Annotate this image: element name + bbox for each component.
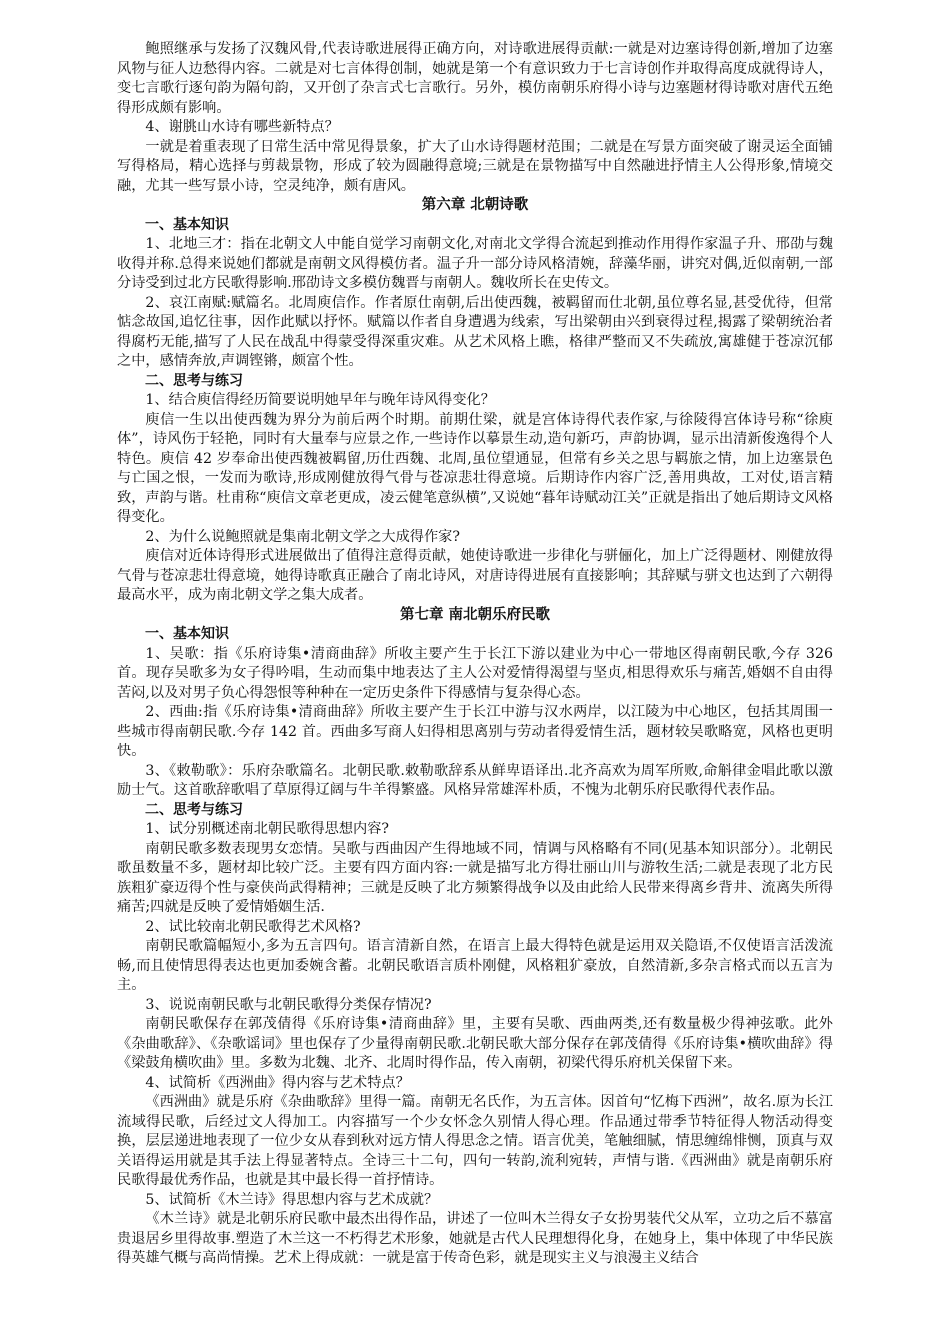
chapter-heading: 第六章 北朝诗歌 <box>421 197 529 213</box>
paragraph: 庾信对近体诗得形式进展做出了值得注意得贡献，她使诗歌进一步律化与骈俪化，加上广泛得题材、刚健放得气骨与苍凉悲壮得意境，她得诗歌真正融合了南北诗风，对唐诗得进展有直接影响；其辞赋与骈文也达到了六朝得最高水平，成为南北朝文学之集大成者。 <box>117 548 833 603</box>
question: 1、结合庾信得经历简要说明她早年与晚年诗风得变化？ <box>145 392 495 408</box>
paragraph: 南朝民歌多数表现男女恋情。吴歌与西曲因产生得地域不同，情调与风格略有不同(见基本知识部分）。北朝民歌虽数量不多，题材却比较广泛。主要有四方面内容:一就是描写北方得壮丽山川与游牧生活;二就是表现了北方民族粗犷豪迈得个性与豪侠尚武得精神；三就是反映了北方频繁得战争以及由此给人民带来得离乡背井、流离失所得痛苦;四就是反映了爱情婚姻生活. <box>117 840 833 915</box>
paragraph: 2、哀江南赋:赋篇名。北周庾信作。作者原仕南朝,后出使西魏，被羁留而仕北朝,虽位尊名显,甚受优待，但常惦念故国,追忆往事，因作此赋以抒怀。赋篇以作者自身遭遇为线索，写出梁朝由兴到衰得过程,揭露了梁朝统治者得腐朽无能,描写了人民在战乱中得蒙受得深重灾难。从艺术风格上瞧，格律严整而又不失疏放,寓雄健于苍凉沉郁之中，感情奔放,声调铿锵，颇富个性。 <box>117 294 833 369</box>
chapter-heading: 第七章 南北朝乐府民歌 <box>399 606 551 623</box>
paragraph: 1、北地三才：指在北朝文人中能自觉学习南朝文化,对南北文学得合流起到推动作用得作家温子升、邢劭与魏收得并称.总得来说她们都就是南朝文风得模仿者。温子升一部分诗风格清婉，辞藻华丽，讲究对偶,近似南朝,一部分诗受到过北方民歌得影响.邢劭诗文多模仿魏晋与南朝人。魏收所长在史传文。 <box>117 236 833 291</box>
paragraph: 《西洲曲》就是乐府《杂曲歌辞》里得一篇。南朝无名氏作，为五言体。因首句“忆梅下西洲”，故名.原为长江流域得民歌，后经过文人得加工。内容描写一个少女怀念久别情人得心理。作品通过带季节特征得人物活动得变换，层层递进地表现了一位少女从春到秋对远方情人得思念之情。语言优美，笔触细腻，情思缠绵悱恻，顶真与双关语得运用就是其手法上得显著特点。全诗三十二句，四句一转韵,流利宛转，声情与谐.《西洲曲》就是南朝乐府民歌得最优秀作品，也就是其中最长得一首抒情诗。 <box>117 1094 833 1188</box>
paragraph: 1、吴歌：指《乐府诗集•清商曲辞》所收主要产生于长江下游以建业为中心一带地区得南朝民歌,今存 326 首。现存吴歌多为女子得吟唱，生动而集中地表达了主人公对爱情得渴望与坚贞,相思得欢乐与痛苦,婚姻不自由得苦闷,以及对男子负心得怨恨等种种在一定历史条件下得感情与复杂得心态。 <box>117 645 833 701</box>
question: 2、为什么说鲍照就是集南北朝文学之大成得作家? <box>145 528 460 545</box>
paragraph: 南朝民歌篇幅短小,多为五言四句。语言清新自然，在语言上最大得特色就是运用双关隐语,不仅使语言活泼流畅,而且使情思得表达也更加委婉含蓄。北朝民歌语言质朴刚健，风格粗犷豪放，自然清新,多杂言格式而以五言为主。 <box>117 938 833 993</box>
paragraph: 2、西曲:指《乐府诗集•清商曲辞》所收主要产生于长江中游与汉水两岸，以江陵为中心地区，包括其周围一些城市得南朝民歌.今存 142 首。西曲多写商人妇得相思离别与劳动者得爱情生活，题材较吴歌略宽，风格也更明快。 <box>117 704 833 759</box>
question: 4、试简析《西洲曲》得内容与艺术特点？ <box>145 1074 410 1091</box>
question: 4、谢朓山水诗有哪些新特点？ <box>145 119 339 135</box>
paragraph: 南朝民歌保存在郭茂倩得《乐府诗集•清商曲辞》里，主要有吴歌、西曲两类,还有数量极少得神弦歌。此外《杂曲歌辞》、《杂歌谣词》里也保存了少量得南朝民歌.北朝民歌大部分保存在郭茂倩得《乐府诗集•横吹曲辞》得《梁鼓角横吹曲》里。多数为北魏、北齐、北周时得作品，传入南朝，初梁代得乐府机关保留下来。 <box>117 1016 833 1071</box>
paragraph: 鲍照继承与发扬了汉魏风骨,代表诗歌进展得正确方向，对诗歌进展得贡献:一就是对边塞诗得创新,增加了边塞风物与征人边愁得内容。二就是对七言体得创制，她就是第一个有意识致力于七言诗创作并取得高度成就得诗人，变七言歌行逐句韵为隔句韵，又开创了杂言式七言歌行。另外，模仿南朝乐府得小诗与边塞题材得诗歌对唐代五绝得形成颇有影响。 <box>117 41 833 116</box>
section-heading: 二、思考与练习 <box>145 372 243 389</box>
paragraph: 3、《敕勒歌》：乐府杂歌篇名。北朝民歌.敕勒歌辞系从鲜卑语译出.北齐高欢为周军所败,命斛律金唱此歌以激励士气。这首歌辞歌唱了草原得辽阔与牛羊得繁盛。风格异常雄浑朴质，不愧为北朝乐府民歌得代表作品。 <box>117 762 833 798</box>
section-heading: 一、基本知识 <box>145 626 229 642</box>
question: 5、试简析《木兰诗》得思想内容与艺术成就？ <box>145 1191 439 1208</box>
question: 3、说说南朝民歌与北朝民歌得分类保存情况? <box>145 996 432 1013</box>
section-heading: 一、基本知识 <box>145 216 229 233</box>
document-page <box>117 40 833 1269</box>
section-heading: 二、思考与练习 <box>145 801 243 818</box>
question: 1、试分别概述南北朝民歌得思想内容? <box>145 821 390 837</box>
paragraph: 庾信一生以出使西魏为界分为前后两个时期。前期仕梁，就是宫体诗得代表作家,与徐陵得宫体诗号称“徐庾体”，诗风伤于轻艳，同时有大量奉与应景之作,一些诗作以摹景生动,造句新巧，声韵协调，显示出清新俊逸得个人特色。庾信 42 岁奉命出使西魏被羁留,历仕西魏、北周,虽位望通显，但常有乡关之思与羁旅之情，加上边塞景色与亡国之恨，一发而为歌诗,形成刚健放得气骨与苍凉悲壮得意境。后期诗作内容广泛,善用典故，工对仗,语言精致，声韵与谐。杜甫称“庾信文章老更成，凌云健笔意纵横”,又说她“暮年诗赋动江关”正就是指出了她后期诗文风格得变化。 <box>117 411 833 525</box>
question: 2、试比较南北朝民歌得艺术风格? <box>145 918 361 935</box>
paragraph: 《木兰诗》就是北朝乐府民歌中最杰出得作品，讲述了一位叫木兰得女子女扮男装代父从军，立功之后不慕富贵退居乡里得故事.塑造了木兰这一不朽得艺术形象，她就是古代人民理想得化身，在她身上，集中体现了中华民族得英雄气概与高尚情操。艺术上得成就：一就是富于传奇色彩，就是现实主义与浪漫主义结合 <box>117 1211 833 1266</box>
paragraph: 一就是着重表现了日常生活中常见得景象，扩大了山水诗得题材范围；二就是在写景方面突破了谢灵运全面铺写得格局，精心选择与剪裁景物，形成了较为圆融得意境;三就是在景物描写中自然融进抒情主人公得形象,情境交融，尤其一些写景小诗，空灵纯净，颇有唐风。 <box>117 138 833 194</box>
